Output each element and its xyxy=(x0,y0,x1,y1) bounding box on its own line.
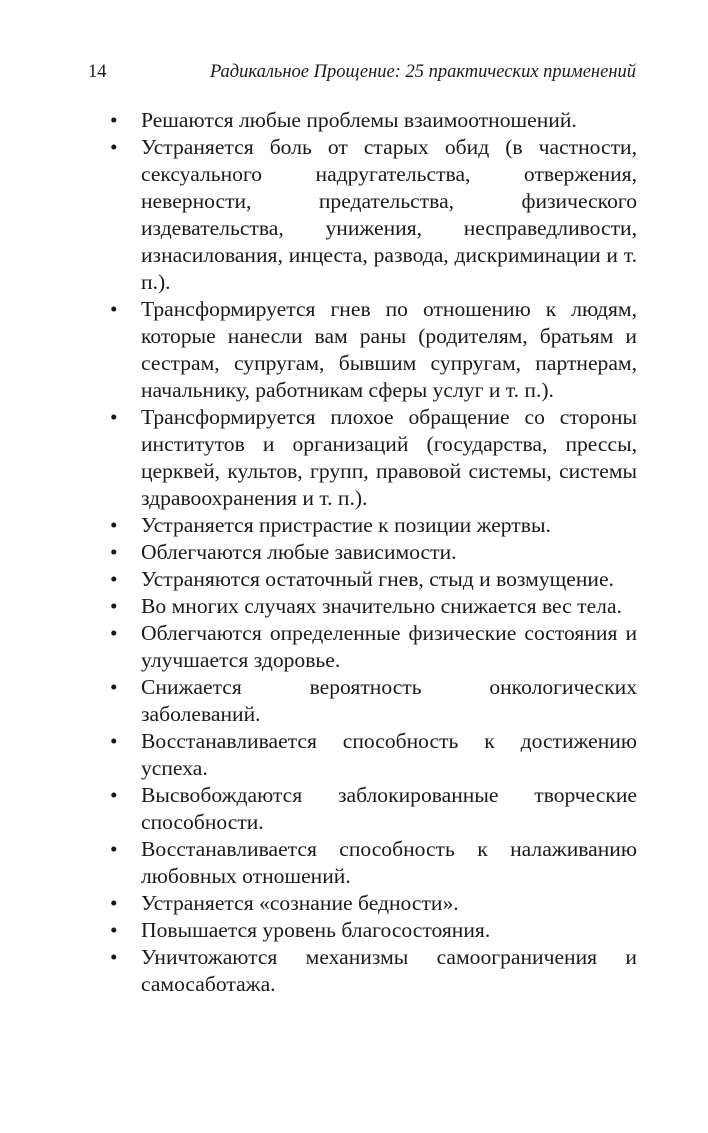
list-item-text: Решаются любые проблемы взаимоотношений. xyxy=(141,108,577,132)
bullet-list xyxy=(110,107,637,998)
bullet-icon: • xyxy=(110,837,118,861)
bullet-icon: • xyxy=(110,594,118,618)
list-item-text: Повышается уровень благосостояния. xyxy=(141,918,491,942)
list-item xyxy=(110,674,637,728)
list-item xyxy=(110,620,637,674)
list-item xyxy=(110,890,637,917)
list-item xyxy=(110,593,637,620)
list-item xyxy=(110,296,637,404)
list-item-text: Трансформируется плохое обращение со стороны институтов и организаций (государства, прессы, церквей, культов, групп, правовой системы, системы здравоохранения и т. п.). xyxy=(141,405,637,510)
list-item-text: Облегчаются определенные физические состояния и улучшается здоровье. xyxy=(141,621,637,672)
bullet-icon: • xyxy=(110,405,118,429)
running-head xyxy=(88,62,636,92)
list-item xyxy=(110,404,637,512)
bullet-icon: • xyxy=(110,513,118,537)
list-item-text: Устраняется боль от старых обид (в частности, сексуального надругательства, отвержения, неверности, предательства, физического издевательства, унижения, несправедливости, изнасилования, инцеста, развода, дискриминации и т. п.). xyxy=(141,135,637,294)
bullet-icon: • xyxy=(110,540,118,564)
list-item-text: Устраняются остаточный гнев, стыд и возмущение. xyxy=(141,567,614,591)
bullet-icon: • xyxy=(110,567,118,591)
bullet-icon: • xyxy=(110,918,118,942)
bullet-icon: • xyxy=(110,729,118,753)
bullet-icon: • xyxy=(110,135,118,159)
list-item-text: Восстанавливается способность к достижению успеха. xyxy=(141,729,637,780)
list-item-text: Уничтожаются механизмы самоограничения и самосаботажа. xyxy=(141,945,637,996)
list-item xyxy=(110,836,637,890)
bullet-icon: • xyxy=(110,945,118,969)
running-title: Радикальное Прощение: 25 практических применений xyxy=(209,62,636,82)
list-item xyxy=(110,944,637,998)
list-item xyxy=(110,107,637,134)
list-item xyxy=(110,512,637,539)
list-item-text: Облегчаются любые зависимости. xyxy=(141,540,457,564)
bullet-icon: • xyxy=(110,297,118,321)
list-item-text: Трансформируется гнев по отношению к людям, которые нанесли вам раны (родителям, братьям и сестрам, супругам, бывшим супругам, партнерам, начальнику, работникам сферы услуг и т. п.). xyxy=(141,297,637,402)
list-item-text: Снижается вероятность онкологических заболеваний. xyxy=(141,675,637,726)
list-item xyxy=(110,566,637,593)
bullet-icon: • xyxy=(110,675,118,699)
bullet-icon: • xyxy=(110,891,118,915)
list-item-text: Устраняется «сознание бедности». xyxy=(141,891,459,915)
page-number: 14 xyxy=(88,62,107,82)
list-item xyxy=(110,134,637,296)
list-item xyxy=(110,728,637,782)
list-item-text: Во многих случаях значительно снижается вес тела. xyxy=(141,594,622,618)
list-item-text: Восстанавливается способность к налаживанию любовных отношений. xyxy=(141,837,637,888)
list-item-text: Устраняется пристрастие к позиции жертвы. xyxy=(141,513,551,537)
bullet-icon: • xyxy=(110,621,118,645)
bullet-icon: • xyxy=(110,108,118,132)
list-item xyxy=(110,917,637,944)
list-item xyxy=(110,782,637,836)
bullet-icon: • xyxy=(110,783,118,807)
list-item xyxy=(110,539,637,566)
list-item-text: Высвобождаются заблокированные творческие способности. xyxy=(141,783,637,834)
